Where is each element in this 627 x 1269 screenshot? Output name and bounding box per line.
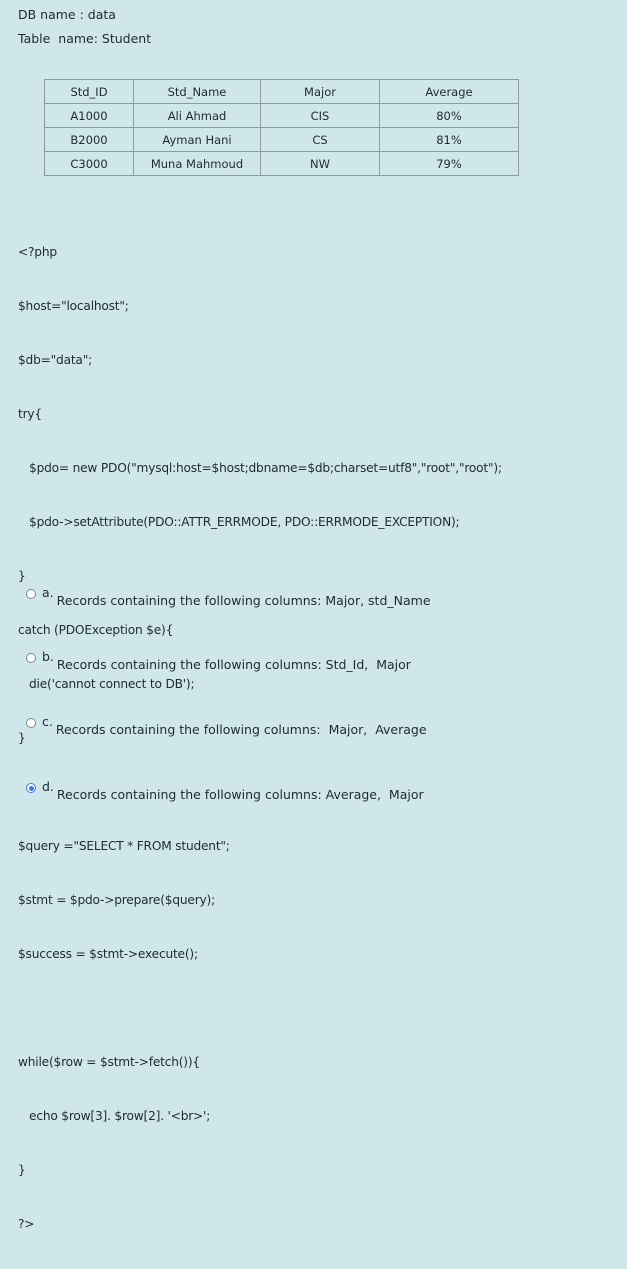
code-line: ?>: [18, 1217, 35, 1231]
code-line: <?php: [18, 245, 57, 259]
code-line: try{: [18, 407, 42, 421]
radio-button-d[interactable]: [26, 783, 36, 793]
code-line: $db="data";: [18, 353, 93, 367]
option-letter: a.: [42, 585, 54, 600]
table-cell: NW: [261, 152, 380, 176]
table-cell: B2000: [45, 128, 134, 152]
php-code-block: [18, 207, 502, 1269]
radio-button-b[interactable]: [26, 653, 36, 663]
code-line: $pdo= new PDO("mysql:host=$host;dbname=$db;charset=utf8","root","root");: [18, 461, 502, 475]
table-row: [45, 128, 519, 152]
option-letter: b.: [42, 649, 54, 664]
option-text[interactable]: Records containing the following columns: Std_Id, Major: [56, 657, 411, 672]
option-letter: d.: [42, 779, 54, 794]
table-cell: Ayman Hani: [134, 128, 261, 152]
code-line: die('cannot connect to DB');: [18, 677, 195, 691]
answer-option-a[interactable]: [26, 587, 431, 608]
radio-button-a[interactable]: [26, 589, 36, 599]
option-text[interactable]: Records containing the following columns: Major, Average: [55, 722, 427, 737]
student-table: [44, 79, 519, 176]
code-line: $success = $stmt->execute();: [18, 947, 198, 961]
table-cell: Muna Mahmoud: [134, 152, 261, 176]
table-cell: 79%: [380, 152, 519, 176]
answer-option-d[interactable]: [26, 781, 424, 802]
option-text[interactable]: Records containing the following columns: Average, Major: [56, 787, 424, 802]
code-line: catch (PDOException $e){: [18, 623, 174, 637]
radio-button-c[interactable]: [26, 718, 36, 728]
column-header-std-name: Std_Name: [134, 80, 261, 104]
code-line: }: [18, 731, 26, 745]
db-name-label: DB name : data: [18, 7, 116, 22]
table-cell: CS: [261, 128, 380, 152]
table-header-row: [45, 80, 519, 104]
column-header-std-id: Std_ID: [45, 80, 134, 104]
table-cell: 81%: [380, 128, 519, 152]
table-name-label: Table name: Student: [18, 31, 152, 46]
code-line: while($row = $stmt->fetch()){: [18, 1055, 200, 1069]
option-letter: c.: [42, 714, 53, 729]
table-cell: C3000: [45, 152, 134, 176]
code-line: }: [18, 569, 26, 583]
column-header-major: Major: [261, 80, 380, 104]
code-line: $host="localhost";: [18, 299, 129, 313]
option-text[interactable]: Records containing the following columns: Major, std_Name: [56, 593, 431, 608]
table-cell: 80%: [380, 104, 519, 128]
code-line: [18, 999, 502, 1017]
code-line: $stmt = $pdo->prepare($query);: [18, 893, 215, 907]
answer-option-c[interactable]: [26, 716, 427, 737]
code-line: $query ="SELECT * FROM student";: [18, 839, 230, 853]
table-cell: A1000: [45, 104, 134, 128]
table-cell: Ali Ahmad: [134, 104, 261, 128]
code-line: }: [18, 1163, 26, 1177]
table-cell: CIS: [261, 104, 380, 128]
table-row: [45, 152, 519, 176]
code-line: echo $row[3]. $row[2]. '<br>';: [18, 1109, 211, 1123]
table-row: [45, 104, 519, 128]
column-header-average: Average: [380, 80, 519, 104]
code-line: $pdo->setAttribute(PDO::ATTR_ERRMODE, PDO::ERRMODE_EXCEPTION);: [18, 515, 460, 529]
answer-option-b[interactable]: [26, 651, 411, 672]
